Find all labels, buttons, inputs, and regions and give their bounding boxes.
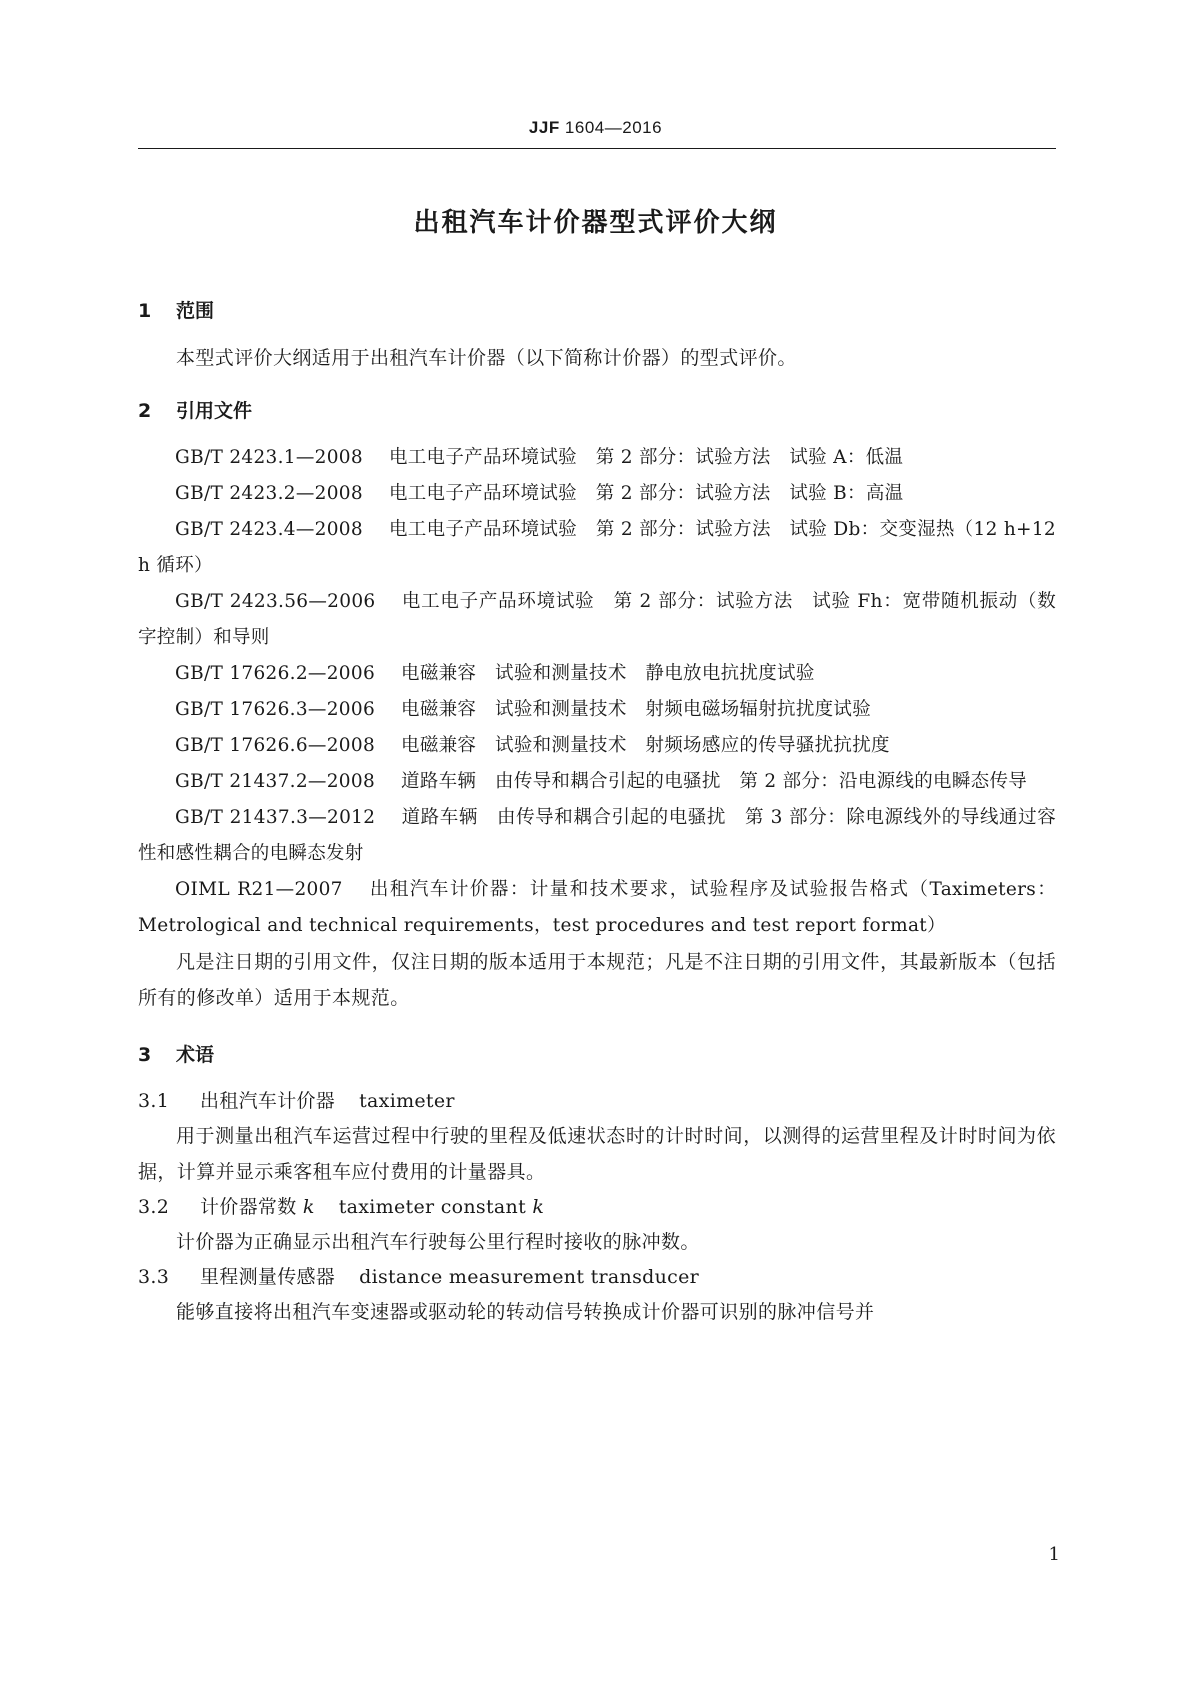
term-english: taximeter xyxy=(359,1090,455,1112)
reference-item xyxy=(138,800,1056,872)
reference-code: GB/T 17626.6—2008 xyxy=(175,735,376,756)
reference-title: 电工电子产品环境试验 第 2 部分：试验方法 试验 B：高温 xyxy=(388,483,904,504)
section-1-heading xyxy=(138,296,1056,326)
section-number: 1 xyxy=(138,300,152,322)
reference-code: GB/T 2423.4—2008 xyxy=(175,519,363,540)
term-definition: 用于测量出租汽车运营过程中行驶的里程及低速状态时的计时时间，以测得的运营里程及计时时间为依据，计算并显示乘客租车应付费用的计量器具。 xyxy=(138,1125,1056,1183)
reference-item xyxy=(138,728,1056,764)
term-symbol-english: k xyxy=(532,1196,545,1218)
references-note: 凡是注日期的引用文件，仅注日期的版本适用于本规范；凡是不注日期的引用文件，其最新版本（包括所有的修改单）适用于本规范。 xyxy=(138,951,1056,1009)
header-divider xyxy=(138,148,1056,149)
document-body xyxy=(138,296,1056,1330)
standard-code-header xyxy=(0,118,1191,138)
reference-code: GB/T 2423.2—2008 xyxy=(175,483,363,504)
reference-item xyxy=(138,872,1056,944)
reference-item xyxy=(138,440,1056,476)
section-3-heading xyxy=(138,1040,1056,1070)
reference-title: 电磁兼容 试验和测量技术 射频电磁场辐射抗扰度试验 xyxy=(401,699,872,720)
reference-item xyxy=(138,692,1056,728)
term-definition: 计价器为正确显示出租汽车行驶每公里行程时接收的脉冲数。 xyxy=(176,1231,700,1253)
term-definition: 能够直接将出租汽车变速器或驱动轮的转动信号转换成计价器可识别的脉冲信号并 xyxy=(176,1301,875,1323)
reference-code: OIML R21—2007 xyxy=(175,879,343,900)
reference-title: 电工电子产品环境试验 第 2 部分：试验方法 试验 Db：交变湿热（12 h+12 h 循环） xyxy=(138,519,1056,576)
term-heading xyxy=(138,1190,1056,1224)
reference-title: 道路车辆 由传导和耦合引起的电骚扰 第 2 部分：沿电源线的电瞬态传导 xyxy=(401,771,1028,792)
reference-code: GB/T 17626.2—2006 xyxy=(175,663,376,684)
standard-code-number: 1604—2016 xyxy=(559,118,663,137)
reference-item xyxy=(138,656,1056,692)
reference-code: GB/T 2423.56—2006 xyxy=(175,591,376,612)
reference-title: 电磁兼容 试验和测量技术 静电放电抗扰度试验 xyxy=(401,663,815,684)
reference-title: 道路车辆 由传导和耦合引起的电骚扰 第 3 部分：除电源线外的导线通过容性和感性耦合的电瞬态发射 xyxy=(138,807,1056,864)
term-chinese: 里程测量传感器 xyxy=(200,1266,336,1288)
reference-code: GB/T 21437.2—2008 xyxy=(175,771,376,792)
document-title: 出租汽车计价器型式评价大纲 xyxy=(413,208,778,238)
term-number: 3.3 xyxy=(138,1266,170,1288)
section-2-heading xyxy=(138,396,1056,426)
term-chinese: 计价器常数 xyxy=(200,1196,297,1218)
reference-code: GB/T 21437.3—2012 xyxy=(175,807,376,828)
section-number: 2 xyxy=(138,400,152,422)
term-symbol: k xyxy=(302,1196,315,1218)
section-number: 3 xyxy=(138,1044,152,1066)
section-title: 范围 xyxy=(176,300,215,322)
section-title: 引用文件 xyxy=(176,400,253,422)
term-chinese: 出租汽车计价器 xyxy=(200,1090,336,1112)
term-heading xyxy=(138,1260,1056,1294)
page-number: 1 xyxy=(1048,1544,1060,1565)
term-heading xyxy=(138,1084,1056,1118)
reference-item xyxy=(138,764,1056,800)
reference-code: GB/T 2423.1—2008 xyxy=(175,447,363,468)
reference-title: 电工电子产品环境试验 第 2 部分：试验方法 试验 A：低温 xyxy=(388,447,904,468)
term-number: 3.2 xyxy=(138,1196,170,1218)
reference-code: GB/T 17626.3—2006 xyxy=(175,699,376,720)
reference-item xyxy=(138,476,1056,512)
section-title: 术语 xyxy=(176,1044,215,1066)
term-english: taximeter constant xyxy=(338,1196,527,1218)
term-number: 3.1 xyxy=(138,1090,170,1112)
standard-code-prefix: JJF xyxy=(528,118,560,137)
scope-paragraph: 本型式评价大纲适用于出租汽车计价器（以下简称计价器）的型式评价。 xyxy=(176,347,797,369)
reference-title: 出租汽车计价器：计量和技术要求，试验程序及试验报告格式（Taximeters：Metrological and technical requirements，test procedures and test report format） xyxy=(138,879,1056,936)
reference-title: 电磁兼容 试验和测量技术 射频场感应的传导骚扰抗扰度 xyxy=(401,735,890,756)
reference-item xyxy=(138,512,1056,584)
reference-title: 电工电子产品环境试验 第 2 部分：试验方法 试验 Fh：宽带随机振动（数字控制）和导则 xyxy=(138,591,1057,648)
term-english: distance measurement transducer xyxy=(359,1266,699,1288)
reference-item xyxy=(138,584,1056,656)
